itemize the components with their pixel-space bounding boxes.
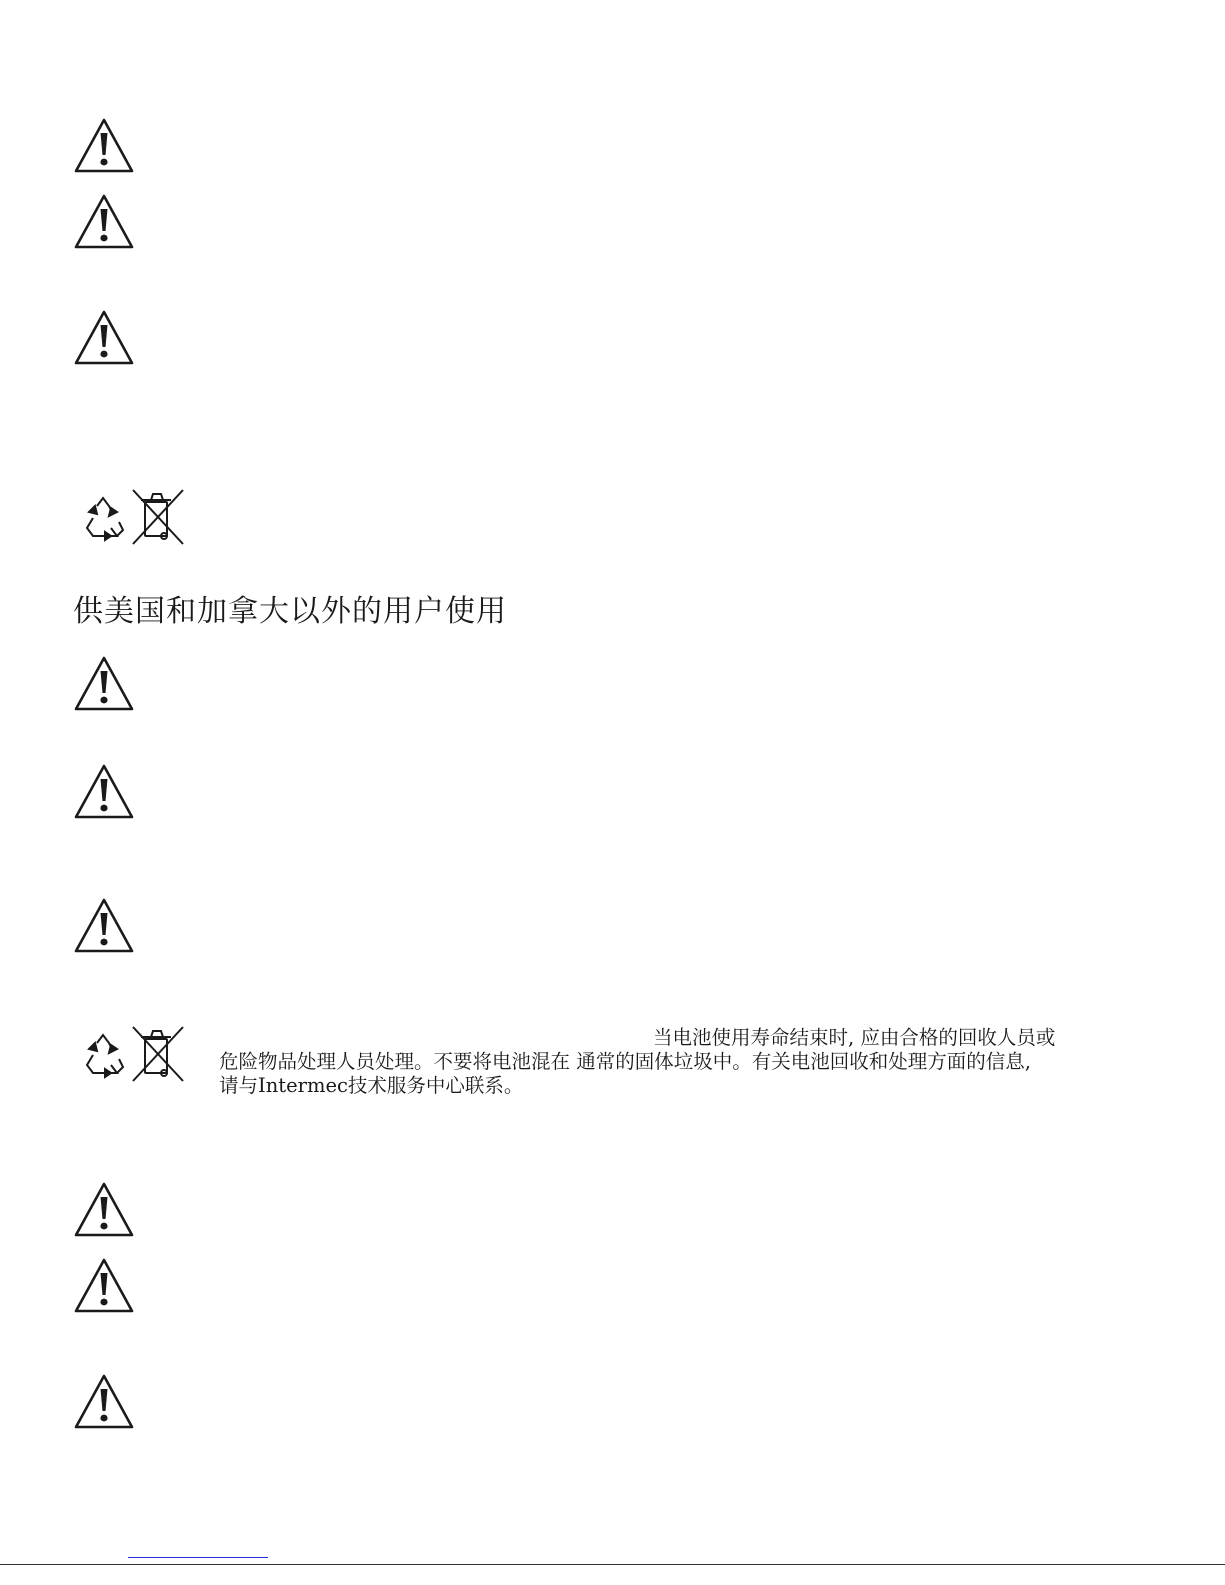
battery-disposal-icons — [73, 1025, 187, 1083]
warning-icon — [73, 193, 135, 251]
warning-icon — [73, 763, 135, 821]
section-heading: 供美国和加拿大以外的用户使用 — [73, 594, 507, 629]
warning-icon — [73, 117, 135, 175]
battery-disposal-line-2: 危险物品处理人员处理。不要将电池混在 通常的固体垃圾中。有关电池回收和处理方面的信息, — [219, 1050, 1031, 1073]
warning-icon — [73, 1181, 135, 1239]
crossed-out-bin-icon — [133, 490, 183, 544]
warning-icon — [73, 309, 135, 367]
battery-disposal-text — [219, 1026, 1089, 1098]
battery-disposal-icons — [73, 488, 187, 546]
recycle-icon — [87, 1035, 123, 1077]
crossed-out-bin-icon — [133, 1027, 183, 1081]
footer-divider — [0, 1564, 1225, 1565]
warning-icon — [73, 655, 135, 713]
recycle-icon — [87, 498, 123, 540]
warning-icon — [73, 1257, 135, 1315]
battery-disposal-line-3: 请与Intermec技术服务中心联系。 — [219, 1074, 524, 1097]
battery-disposal-line-1: 当电池使用寿命结束时, 应由合格的回收人员或 — [653, 1026, 1056, 1049]
warning-icon — [73, 897, 135, 955]
footer-link-underline[interactable] — [128, 1557, 268, 1558]
warning-icon — [73, 1373, 135, 1431]
